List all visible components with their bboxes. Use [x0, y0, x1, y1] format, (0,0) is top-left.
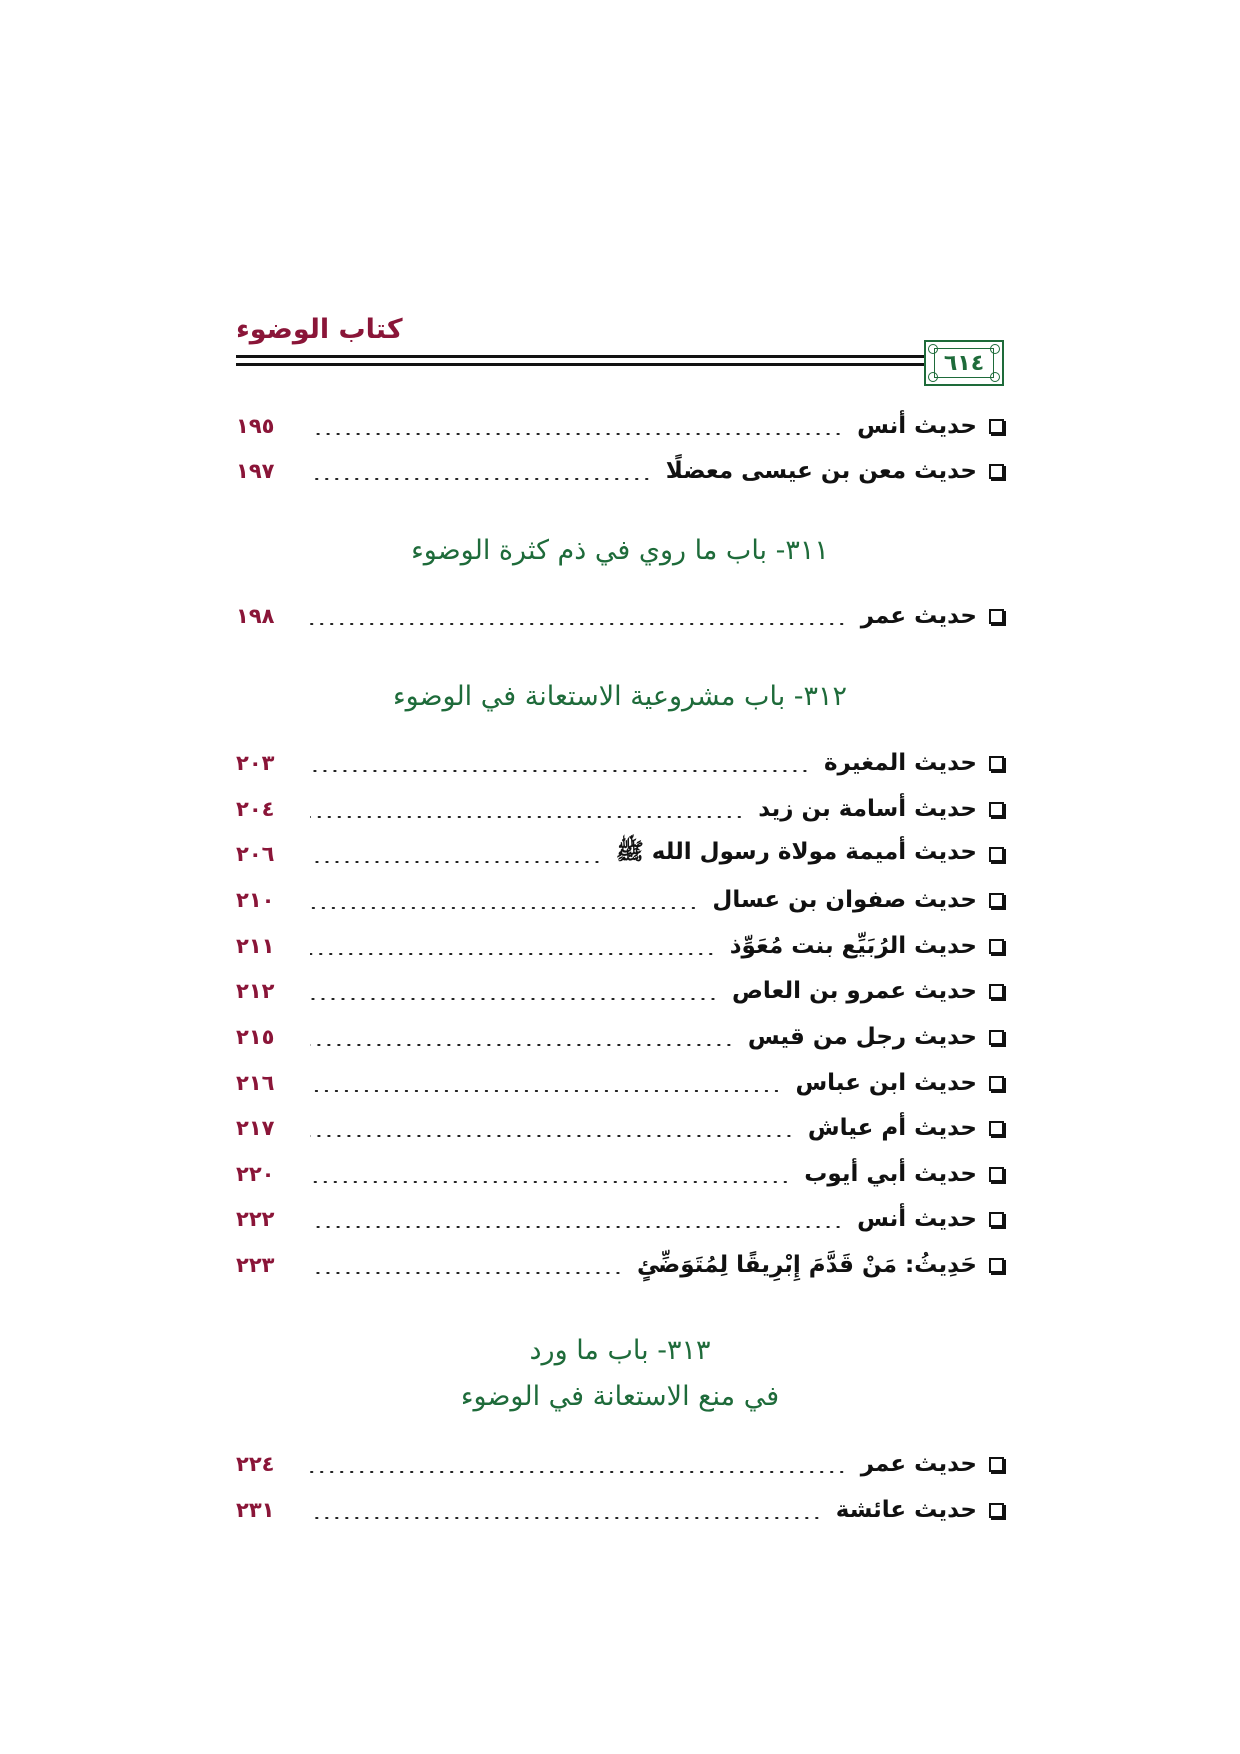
leader-dots [310, 907, 698, 909]
leader-dots [310, 1272, 623, 1274]
leader-dots [310, 478, 652, 480]
entry-page-number: ٢١٥ [236, 1025, 275, 1049]
leader-dots [310, 623, 847, 625]
leader-dots [310, 433, 843, 435]
entry-page-number: ٢١٠ [236, 888, 275, 912]
entry-page-number: ١٩٥ [236, 414, 275, 438]
leader-dots [310, 1517, 822, 1519]
leader-dots [310, 1471, 847, 1473]
checkbox-bullet-icon [989, 893, 1004, 908]
toc-entry[interactable] [236, 1245, 1004, 1285]
leader-dots [310, 1226, 843, 1228]
toc-entry[interactable] [236, 1063, 1004, 1103]
leader-dots [310, 861, 602, 863]
entry-page-number: ١٩٧ [236, 459, 275, 483]
entry-label: حديث عمر [860, 1451, 977, 1477]
entry-label: حديث ابن عباس [795, 1070, 977, 1096]
entry-page-number: ٢٠٤ [236, 797, 275, 821]
entry-label: حديث عائشة [835, 1497, 977, 1523]
section-heading: ٣١٢- باب مشروعية الاستعانة في الوضوء [392, 681, 848, 712]
checkbox-bullet-icon [989, 419, 1004, 434]
toc-entry[interactable] [236, 880, 1004, 920]
entry-label: حديث معن بن عيسى معضلًا [665, 458, 977, 484]
toc-entry[interactable] [236, 406, 1004, 446]
entry-label: حديث صفوان بن عسال [712, 887, 977, 913]
entry-label: حديث أنس [857, 413, 977, 439]
entry-page-number: ٢٢٠ [236, 1162, 275, 1186]
toc-entry[interactable] [236, 834, 1004, 874]
checkbox-bullet-icon [989, 1212, 1004, 1227]
checkbox-bullet-icon [989, 984, 1004, 999]
checkbox-bullet-icon [989, 1030, 1004, 1045]
entry-page-number: ٢١١ [236, 934, 275, 958]
checkbox-bullet-icon [989, 609, 1004, 624]
header-rule-bottom [236, 363, 1004, 366]
checkbox-bullet-icon [989, 1503, 1004, 1518]
entry-label: حديث عمر [860, 603, 977, 629]
toc-entry[interactable] [236, 971, 1004, 1011]
entry-label: حديث أميمة مولاة رسول الله ﷺ [615, 839, 977, 865]
toc-entry[interactable] [236, 1154, 1004, 1194]
entry-page-number: ٢١٦ [236, 1071, 275, 1095]
checkbox-bullet-icon [989, 756, 1004, 771]
ornament-icon [990, 372, 1000, 382]
page-number-frame [924, 340, 1004, 386]
header-rule-top [236, 355, 1004, 358]
entry-label: حديث رجل من قيس [747, 1024, 977, 1050]
entry-page-number: ٢٢٢ [236, 1207, 275, 1231]
section-heading: في منع الاستعانة في الوضوء [460, 1381, 780, 1412]
ornament-icon [928, 344, 938, 354]
entry-label: حديث المغيرة [823, 750, 977, 776]
toc-entry[interactable] [236, 596, 1004, 636]
checkbox-bullet-icon [989, 1258, 1004, 1273]
checkbox-bullet-icon [989, 939, 1004, 954]
toc-entry[interactable] [236, 926, 1004, 966]
leader-dots [310, 1181, 790, 1183]
toc-entry[interactable] [236, 1490, 1004, 1530]
entry-page-number: ٢٢٤ [236, 1452, 275, 1476]
leader-dots [310, 953, 716, 955]
checkbox-bullet-icon [989, 464, 1004, 479]
checkbox-bullet-icon [989, 802, 1004, 817]
book-title: كتاب الوضوء [236, 314, 403, 345]
section-heading: ٣١٣- باب ما ورد [529, 1335, 711, 1366]
toc-entry[interactable] [236, 743, 1004, 783]
leader-dots [310, 816, 744, 818]
toc-entry[interactable] [236, 1108, 1004, 1148]
ornament-icon [928, 372, 938, 382]
toc-entry[interactable] [236, 451, 1004, 491]
entry-label: حديث الرُبَيِّع بنت مُعَوِّذ [729, 933, 977, 959]
toc-entry[interactable] [236, 1017, 1004, 1057]
entry-page-number: ١٩٨ [236, 604, 275, 628]
leader-dots [310, 1044, 734, 1046]
entry-page-number: ٢٢٣ [236, 1253, 275, 1277]
ornament-icon [990, 344, 1000, 354]
leader-dots [310, 770, 810, 772]
entry-label: حديث أبي أيوب [804, 1161, 977, 1187]
checkbox-bullet-icon [989, 1167, 1004, 1182]
entry-page-number: ٢١٢ [236, 979, 275, 1003]
section-heading: ٣١١- باب ما روي في ذم كثرة الوضوء [411, 535, 829, 566]
entry-page-number: ٢٠٣ [236, 751, 275, 775]
checkbox-bullet-icon [989, 1121, 1004, 1136]
checkbox-bullet-icon [989, 1457, 1004, 1472]
entry-label: حديث أنس [857, 1206, 977, 1232]
entry-page-number: ٢١٧ [236, 1116, 275, 1140]
entry-label: حديث عمرو بن العاص [731, 978, 977, 1004]
toc-entry[interactable] [236, 1444, 1004, 1484]
toc-entry[interactable] [236, 789, 1004, 829]
leader-dots [310, 1090, 781, 1092]
checkbox-bullet-icon [989, 847, 1004, 862]
entry-label: حديث أسامة بن زيد [758, 796, 977, 822]
entry-label: حَدِيثُ: مَنْ قَدَّمَ إِبْرِيقًا لِمُتَوَضِّئٍ [636, 1252, 977, 1278]
entry-page-number: ٢٠٦ [236, 842, 275, 866]
entry-page-number: ٢٣١ [236, 1498, 275, 1522]
page-number: ٦١٤ [934, 348, 994, 378]
leader-dots [310, 998, 718, 1000]
toc-entry[interactable] [236, 1199, 1004, 1239]
checkbox-bullet-icon [989, 1076, 1004, 1091]
leader-dots [310, 1135, 794, 1137]
entry-label: حديث أم عياش [807, 1115, 977, 1141]
